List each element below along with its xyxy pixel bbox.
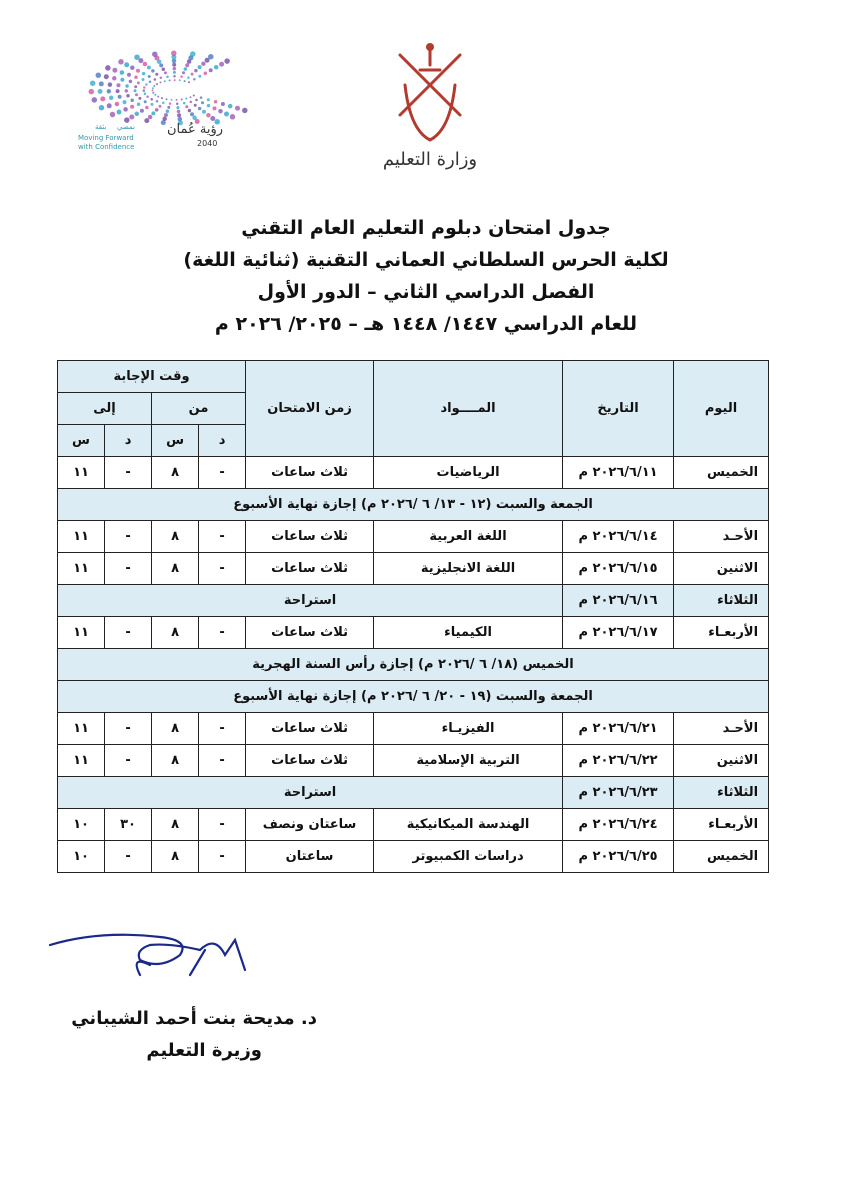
subject-cell: الرياضيات [374, 457, 563, 489]
to-minute-cell: - [105, 553, 152, 585]
from-hour-cell: ٨ [152, 553, 199, 585]
subject-cell: اللغة الانجليزية [374, 553, 563, 585]
header-from: من [152, 393, 246, 425]
from-minute-cell: - [199, 521, 246, 553]
from-hour-cell: ٨ [152, 521, 199, 553]
to-minute-cell: - [105, 457, 152, 489]
to-minute-cell: - [105, 745, 152, 777]
from-minute-cell: - [199, 553, 246, 585]
to-minute-cell: - [105, 841, 152, 873]
to-hour-cell: ١١ [58, 521, 105, 553]
exam-row [58, 617, 769, 649]
holiday-note-cell: الجمعة والسبت (١٩ - ٢٠/ ٦ /٢٠٢٦ م) إجازة نهاية الأسبوع [58, 681, 769, 713]
to-hour-cell: ١١ [58, 457, 105, 489]
from-minute-cell: - [199, 617, 246, 649]
exam-row [58, 713, 769, 745]
to-hour-cell: ١٠ [58, 841, 105, 873]
header-answer-time: وقت الإجابة [58, 361, 246, 393]
date-cell: ٢٠٢٦/٦/١٧ م [563, 617, 674, 649]
day-cell: الثلاثاء [674, 777, 769, 809]
date-cell: ٢٠٢٦/٦/١٥ م [563, 553, 674, 585]
to-hour-cell: ١١ [58, 617, 105, 649]
day-cell: الخميس [674, 841, 769, 873]
vision-logo-text: رؤية عُمان [166, 122, 224, 137]
vision-logo-year: 2040 [197, 139, 218, 148]
ministry-emblem-logo [365, 35, 495, 175]
header-to-hour: س [58, 425, 105, 457]
title-line-4: للعام الدراسي ١٤٤٧/ ١٤٤٨ هـ – ٢٠٢٥/ ٢٠٢٦ م [214, 313, 638, 335]
ministry-logo-text: وزارة التعليم [382, 149, 478, 170]
from-minute-cell: - [199, 713, 246, 745]
exam-schedule-table [57, 360, 769, 873]
exam-row [58, 841, 769, 873]
date-cell: ٢٠٢٦/٦/٢٣ م [563, 777, 674, 809]
document-header [0, 212, 852, 340]
from-minute-cell: - [199, 809, 246, 841]
to-hour-cell: ١١ [58, 745, 105, 777]
from-minute-cell: - [199, 457, 246, 489]
day-cell: الثلاثاء [674, 585, 769, 617]
to-minute-cell: - [105, 617, 152, 649]
date-cell: ٢٠٢٦/٦/١٤ م [563, 521, 674, 553]
subject-cell: الكيمياء [374, 617, 563, 649]
vision-slogan-en-1: Moving Forward [78, 134, 134, 142]
day-cell: الأربعـاء [674, 809, 769, 841]
to-hour-cell: ١١ [58, 713, 105, 745]
day-cell: الأربعـاء [674, 617, 769, 649]
to-hour-cell: ١٠ [58, 809, 105, 841]
day-cell: الأحـد [674, 521, 769, 553]
day-cell: الأحـد [674, 713, 769, 745]
duration-cell: ثلاث ساعات [246, 617, 374, 649]
header-to: إلى [58, 393, 152, 425]
header-to-min: د [105, 425, 152, 457]
exam-row [58, 521, 769, 553]
date-cell: ٢٠٢٦/٦/٢١ م [563, 713, 674, 745]
to-minute-cell: - [105, 521, 152, 553]
from-minute-cell: - [199, 841, 246, 873]
exam-row [58, 457, 769, 489]
header-from-min: د [199, 425, 246, 457]
holiday-note-row [58, 489, 769, 521]
day-cell: الخميس [674, 457, 769, 489]
holiday-note-row [58, 681, 769, 713]
holiday-note-cell: الجمعة والسبت (١٢ - ١٣/ ٦ /٢٠٢٦ م) إجازة نهاية الأسبوع [58, 489, 769, 521]
duration-cell: ساعتان ونصف [246, 809, 374, 841]
date-cell: ٢٠٢٦/٦/٢٢ م [563, 745, 674, 777]
signatory-name: د. مديحة بنت أحمد الشيباني [71, 1008, 317, 1029]
exam-row [58, 553, 769, 585]
date-cell: ٢٠٢٦/٦/٢٥ م [563, 841, 674, 873]
from-hour-cell: ٨ [152, 713, 199, 745]
rest-row [58, 777, 769, 809]
from-minute-cell: - [199, 745, 246, 777]
to-minute-cell: ٣٠ [105, 809, 152, 841]
from-hour-cell: ٨ [152, 617, 199, 649]
date-cell: ٢٠٢٦/٦/٢٤ م [563, 809, 674, 841]
exam-row [58, 745, 769, 777]
day-cell: الاثنين [674, 745, 769, 777]
title-line-2: لكلية الحرس السلطاني العماني التقنية (ثنائية اللغة) [183, 249, 669, 271]
vision-slogan-ar2: نمضي [117, 123, 135, 131]
handwritten-signature [40, 925, 270, 990]
to-minute-cell: - [105, 713, 152, 745]
header-subject: المــــواد [374, 361, 563, 457]
oman-vision-2040-logo [75, 45, 270, 165]
subject-cell: الهندسة الميكانيكية [374, 809, 563, 841]
subject-cell: اللغة العربية [374, 521, 563, 553]
duration-cell: ثلاث ساعات [246, 521, 374, 553]
date-cell: ٢٠٢٦/٦/١١ م [563, 457, 674, 489]
exam-row [58, 809, 769, 841]
duration-cell: ثلاث ساعات [246, 745, 374, 777]
holiday-note-cell: الخميس (١٨/ ٦ /٢٠٢٦ م) إجازة رأس السنة الهجرية [58, 649, 769, 681]
rest-row [58, 585, 769, 617]
signatory-title: وزيرة التعليم [146, 1040, 262, 1061]
date-cell: ٢٠٢٦/٦/١٦ م [563, 585, 674, 617]
header-from-hour: س [152, 425, 199, 457]
table-header-row [58, 361, 769, 393]
holiday-note-row [58, 649, 769, 681]
vision-slogan-en-2: with Confidence [78, 143, 135, 151]
to-hour-cell: ١١ [58, 553, 105, 585]
duration-cell: ثلاث ساعات [246, 457, 374, 489]
header-date: التاريخ [563, 361, 674, 457]
title-line-3: الفصل الدراسي الثاني – الدور الأول [257, 281, 595, 303]
subject-cell: الفيزيـاء [374, 713, 563, 745]
duration-cell: ثلاث ساعات [246, 713, 374, 745]
from-hour-cell: ٨ [152, 457, 199, 489]
header-duration: زمن الامتحان [246, 361, 374, 457]
duration-cell: ساعتان [246, 841, 374, 873]
from-hour-cell: ٨ [152, 809, 199, 841]
vision-slogan-ar: بثقة [95, 123, 107, 131]
rest-cell: استراحة [58, 777, 563, 809]
duration-cell: ثلاث ساعات [246, 553, 374, 585]
header-day: اليوم [674, 361, 769, 457]
from-hour-cell: ٨ [152, 745, 199, 777]
day-cell: الاثنين [674, 553, 769, 585]
title-line-1: جدول امتحان دبلوم التعليم العام التقني [241, 217, 611, 239]
rest-cell: استراحة [58, 585, 563, 617]
subject-cell: دراسات الكمبيوتر [374, 841, 563, 873]
subject-cell: التربية الإسلامية [374, 745, 563, 777]
from-hour-cell: ٨ [152, 841, 199, 873]
